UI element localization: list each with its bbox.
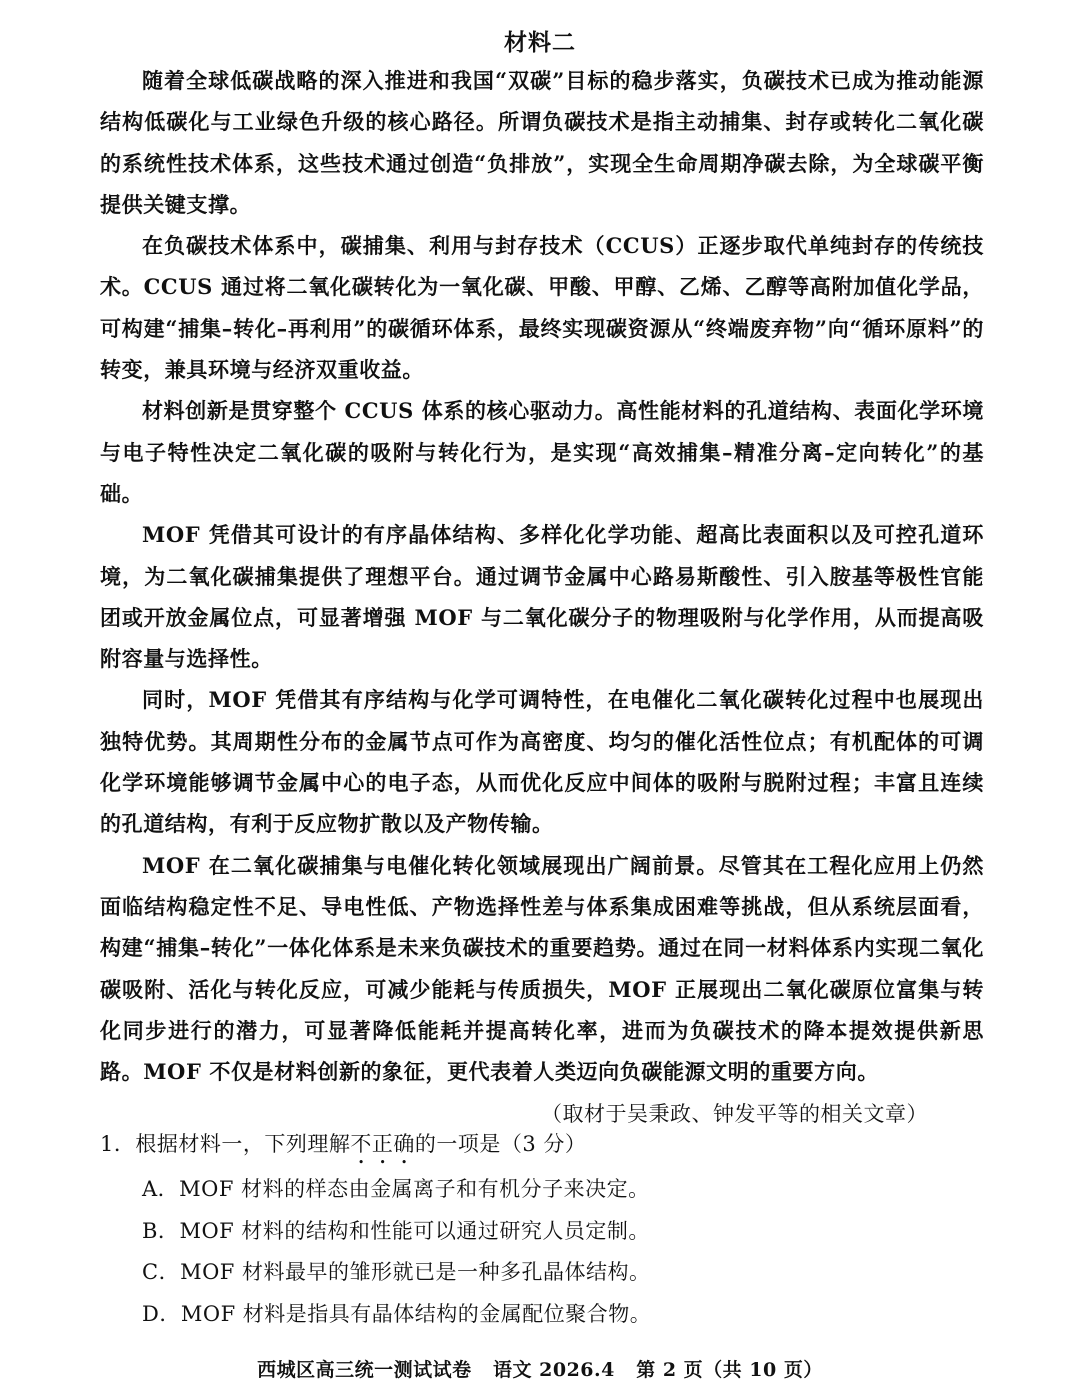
option-c — [100, 1252, 984, 1294]
option-letter: C． — [142, 1260, 181, 1284]
option-text: MOF 材料是指具有晶体结构的金属配位聚合物。 — [180, 1301, 652, 1326]
option-text: MOF 材料的样态由金属离子和有机分子来决定。 — [179, 1177, 650, 1201]
paragraph-4: MOF 凭借其可设计的有序晶体结构、多样化化学功能、超高比表面积以及可控孔道环境，为二氧化碳捕集提供了理想平台。通过调节金属中心路易斯酸性、引入胺基等极性官能团或开放金属位点，可显著增强 MOF 与二氧化碳分子的物理吸附与化学作用，从而提高吸附容量与选择性。 — [100, 522, 984, 672]
paragraph-6: MOF 在二氧化碳捕集与电催化转化领域展现出广阔前景。尽管其在工程化应用上仍然面临结构稳定性不足、导电性低、产物选择性差与体系集成困难等挑战，但从系统层面看，构建“捕集–转化”一体化体系是未来负碳技术的重要趋势。通过在同一材料体系内实现二氧化碳吸附、活化与转化反应，可减少能耗与传质损失，MOF 正展现出二氧化碳原位富集与转化同步进行的潜力，可显著降低能耗并提高转化率，进而为负碳技术的降本提效提供新思路。MOF 不仅是材料创新的象征，更代表着人类迈向负碳能源文明的重要方向。 — [100, 852, 984, 1085]
option-text: MOF 材料的结构和性能可以通过研究人员定制。 — [179, 1218, 650, 1243]
question-stem-before: 根据材料一，下列理解 — [135, 1132, 351, 1156]
paragraph-3: 材料创新是贯穿整个 CCUS 体系的核心驱动力。高性能材料的孔道结构、表面化学环境与电子特性决定二氧化碳的吸附与转化行为，是实现“高效捕集–精准分离–定向转化”的基础。 — [100, 398, 984, 506]
question-stem-after: 的一项是（3 分） — [414, 1132, 587, 1156]
option-letter: B． — [142, 1218, 180, 1243]
page-footer — [0, 1355, 1080, 1382]
paragraph-2: 在负碳技术体系中，碳捕集、利用与封存技术（CCUS）正逐步取代单纯封存的传统技术。CCUS 通过将二氧化碳转化为一氧化碳、甲酸、甲醇、乙烯、乙醇等高附加值化学品，可构建“捕集–转化–再利用”的碳循环体系，最终实现碳资源从“终端废弃物”向“循环原料”的转变，兼具环境与经济双重收益。 — [100, 233, 984, 383]
option-d — [100, 1294, 984, 1336]
paragraph-1: 随着全球低碳战略的深入推进和我国“双碳”目标的稳步落实，负碳技术已成为推动能源结构低碳化与工业绿色升级的核心路径。所谓负碳技术是指主动捕集、封存或转化二氧化碳的系统性技术体系，这些技术通过创造“负排放”，实现全生命周期净碳去除，为全球碳平衡提供关键支撑。 — [100, 68, 984, 217]
source-citation: （取材于吴秉政、钟发平等的相关文章） — [541, 1102, 928, 1127]
paragraph-5: 同时，MOF 凭借其有序结构与化学可调特性，在电催化二氧化碳转化过程中也展现出独特优势。其周期性分布的金属节点可作为高密度、均匀的催化活性位点；有机配体的可调化学环境能够调节金属中心的电子态，从而优化反应中间体的吸附与脱附过程；丰富且连续的孔道结构，有利于反应物扩散以及产物传输。 — [100, 687, 984, 837]
question-stem-emphasis: 不正确 — [350, 1132, 415, 1156]
question-stem — [100, 1123, 984, 1169]
option-letter: D． — [142, 1301, 181, 1326]
footer-page-number: 第 2 页（共 10 页） — [636, 1359, 823, 1381]
footer-exam-name: 西城区高三统一测试试卷 — [257, 1359, 472, 1381]
material-title: 材料二 — [504, 29, 576, 56]
question-1 — [100, 1123, 984, 1335]
option-letter: A． — [142, 1177, 180, 1201]
option-text: MOF 材料最早的雏形就已是一种多孔晶体结构。 — [180, 1260, 651, 1284]
question-number: 1． — [100, 1132, 136, 1156]
material-article — [100, 60, 984, 1136]
option-a — [100, 1169, 984, 1211]
option-b — [100, 1211, 984, 1253]
footer-subject: 语文 2026.4 — [493, 1359, 615, 1381]
